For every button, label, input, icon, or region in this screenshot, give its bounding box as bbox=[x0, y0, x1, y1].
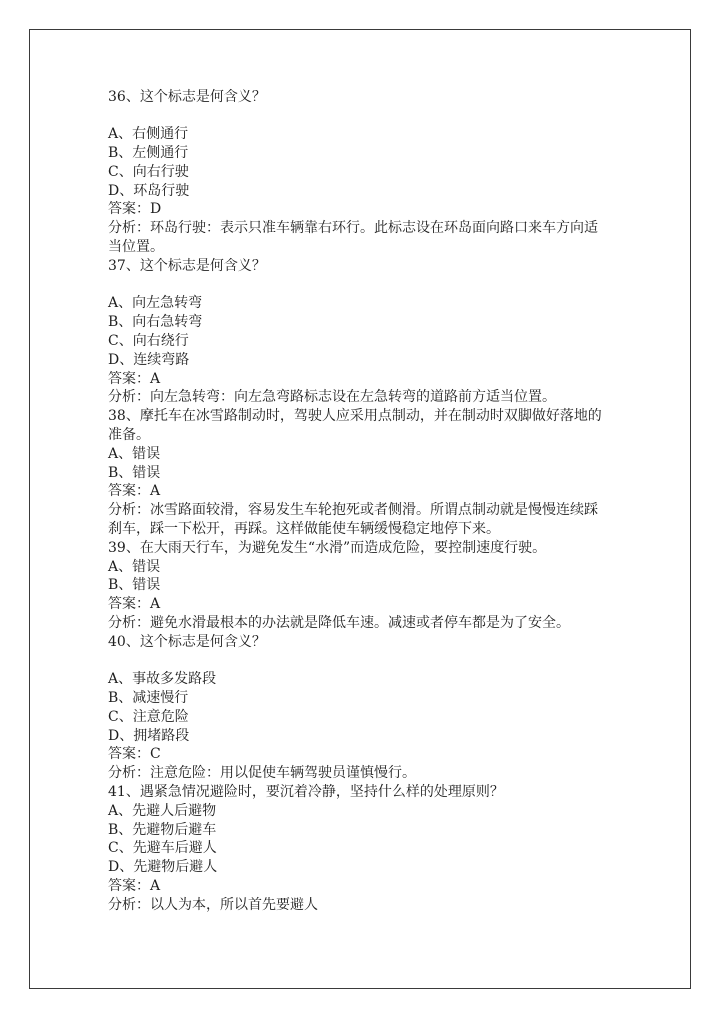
answer-option: B、错误 bbox=[108, 464, 161, 481]
answer-option: C、向右绕行 bbox=[108, 332, 189, 349]
analysis-text: 分析：注意危险：用以促使车辆驾驶员谨慎慢行。 bbox=[108, 765, 416, 782]
sign-blank-line bbox=[108, 276, 668, 295]
question-block bbox=[108, 257, 668, 407]
answer-option: D、拥堵路段 bbox=[108, 727, 190, 744]
question-text: 37、这个标志是何含义？ bbox=[108, 257, 266, 274]
answer-option: B、减速慢行 bbox=[108, 690, 189, 707]
answer-option: B、错误 bbox=[108, 577, 161, 594]
answer-option: B、左侧通行 bbox=[108, 144, 189, 161]
answer-key: 答案：A bbox=[108, 483, 161, 500]
question-block bbox=[108, 88, 668, 257]
question-text: 38、摩托车在冰雪路制动时，驾驶人应采用点制动，并在制动时双脚做好落地的 bbox=[108, 408, 602, 425]
analysis-text: 分析：以人为本，所以首先要避人 bbox=[108, 896, 318, 913]
sign-blank-line bbox=[108, 106, 668, 125]
question-text: 39、在大雨天行车，为避免发生“水滑”而造成危险，要控制速度行驶。 bbox=[108, 539, 547, 556]
answer-key: 答案：C bbox=[108, 746, 161, 763]
sign-blank-line bbox=[108, 652, 668, 671]
question-text: 36、这个标志是何含义？ bbox=[108, 88, 266, 105]
answer-key: 答案：A bbox=[108, 596, 161, 613]
answer-option: B、先避物后避车 bbox=[108, 821, 217, 838]
answer-option: D、先避物后避人 bbox=[108, 859, 218, 876]
analysis-text: 分析：环岛行驶：表示只准车辆靠右环行。此标志设在环岛面向路口来车方向适 bbox=[108, 220, 598, 237]
answer-option: C、注意危险 bbox=[108, 708, 189, 725]
answer-option: A、向左急转弯 bbox=[108, 295, 203, 312]
question-block bbox=[108, 783, 668, 915]
question-text: 40、这个标志是何含义？ bbox=[108, 633, 266, 650]
question-block bbox=[108, 539, 668, 633]
answer-option: C、向右行驶 bbox=[108, 163, 189, 180]
answer-option: A、事故多发路段 bbox=[108, 671, 217, 688]
question-block bbox=[108, 407, 668, 539]
answer-key: 答案：D bbox=[108, 201, 162, 218]
question-list bbox=[108, 88, 668, 915]
answer-option: A、先避人后避物 bbox=[108, 802, 217, 819]
answer-option: D、连续弯路 bbox=[108, 351, 190, 368]
answer-option: A、错误 bbox=[108, 558, 161, 575]
question-text: 准备。 bbox=[108, 426, 150, 443]
analysis-text: 分析：向左急转弯：向左急弯路标志设在左急转弯的道路前方适当位置。 bbox=[108, 389, 556, 406]
answer-option: D、环岛行驶 bbox=[108, 182, 190, 199]
answer-key: 答案：A bbox=[108, 878, 161, 895]
answer-option: C、先避车后避人 bbox=[108, 840, 217, 857]
answer-option: A、错误 bbox=[108, 445, 161, 462]
analysis-text: 刹车，踩一下松开，再踩。这样做能使车辆缓慢稳定地停下来。 bbox=[108, 520, 500, 537]
answer-key: 答案：A bbox=[108, 370, 161, 387]
question-text: 41、遇紧急情况避险时，要沉着冷静，坚持什么样的处理原则？ bbox=[108, 784, 504, 801]
analysis-text: 分析：冰雪路面较滑，容易发生车轮抱死或者侧滑。所谓点制动就是慢慢连续踩 bbox=[108, 502, 598, 519]
analysis-text: 分析：避免水滑最根本的办法就是降低车速。减速或者停车都是为了安全。 bbox=[108, 614, 570, 631]
question-block bbox=[108, 633, 668, 783]
analysis-text: 当位置。 bbox=[108, 238, 164, 255]
answer-option: B、向右急转弯 bbox=[108, 314, 203, 331]
answer-option: A、右侧通行 bbox=[108, 126, 189, 143]
